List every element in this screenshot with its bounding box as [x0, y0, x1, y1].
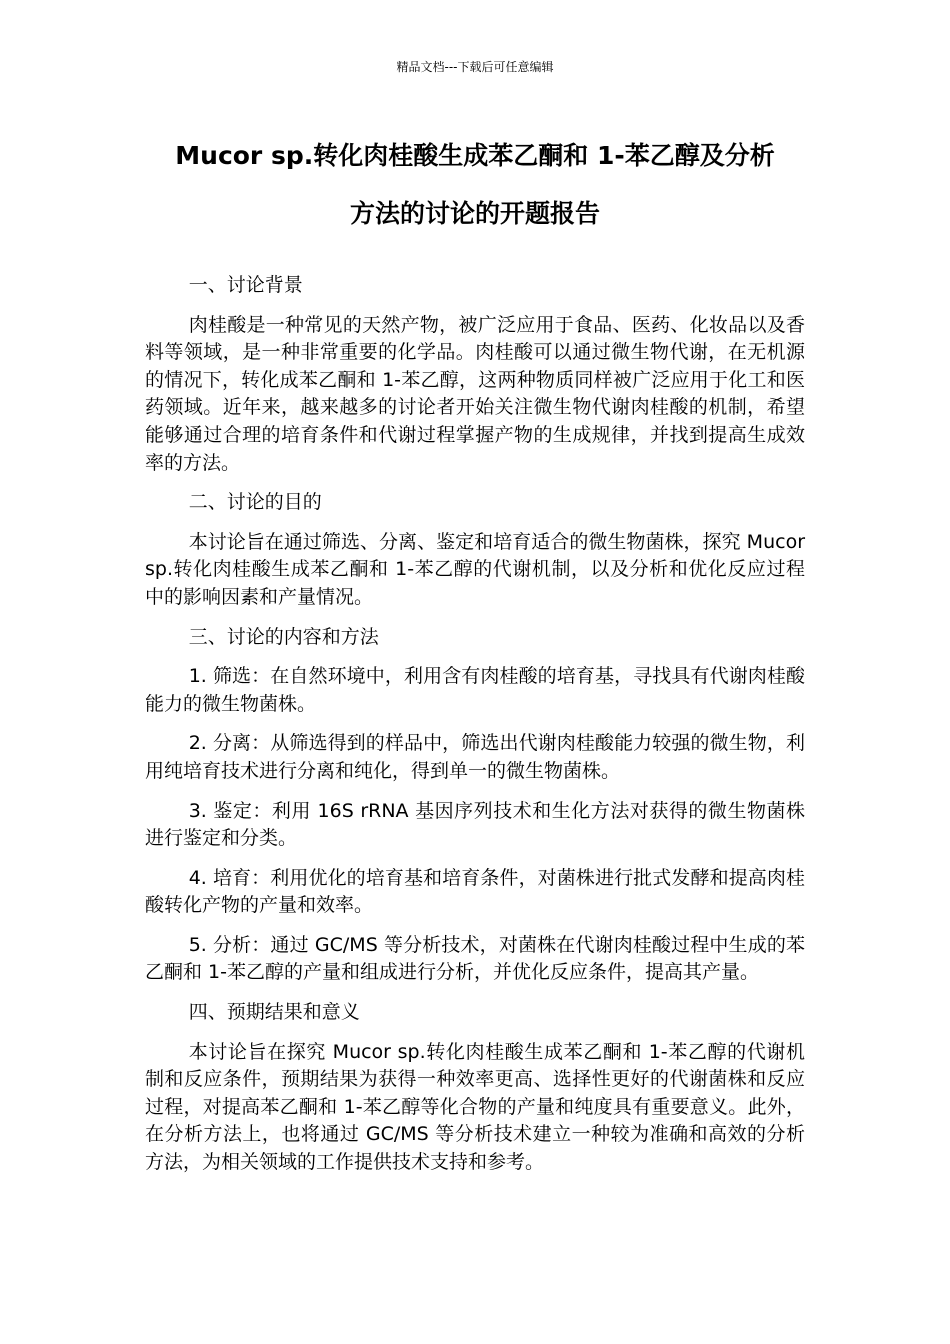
document-title-line-1: Mucor sp.转化肉桂酸生成苯乙酮和 1-苯乙醇及分析: [175, 141, 775, 170]
paragraph-background: 肉桂酸是一种常见的天然产物，被广泛应用于食品、医药、化妆品以及香料等领域，是一种非常重要的化学品。肉桂酸可以通过微生物代谢，在无机源的情况下，转化成苯乙酮和 1-苯乙醇，这两种物质同样被广泛应用于化工和医药领域。近年来，越来越多的讨论者开始关注微生物代谢肉桂酸的机制，希望能够通过合理的培育条件和代谢过程掌握产物的生成规律，并找到提高生成效率的方法。: [145, 313, 805, 474]
paragraph-purpose: 本讨论旨在通过筛选、分离、鉴定和培育适合的微生物菌株，探究 Mucor sp.转化肉桂酸生成苯乙酮和 1-苯乙醇的代谢机制，以及分析和优化反应过程中的影响因素和产量情况。: [145, 530, 805, 608]
list-item-separation: 2. 分离：从筛选得到的样品中，筛选出代谢肉桂酸能力较强的微生物，利用纯培育技术进行分离和纯化，得到单一的微生物菌株。: [145, 732, 805, 782]
list-item-identification: 3. 鉴定：利用 16S rRNA 基因序列技术和生化方法对获得的微生物菌株进行鉴定和分类。: [145, 799, 805, 850]
section-heading-expected-results: 四、预期结果和意义: [188, 1001, 360, 1024]
section-heading-background: 一、讨论背景: [188, 274, 303, 296]
list-item-cultivation: 4. 培育：利用优化的培育基和培育条件，对菌株进行批式发酵和提高肉桂酸转化产物的产量和效率。: [145, 866, 805, 917]
header-note: 精品文档---下载后可任意编辑: [396, 60, 554, 74]
document-title-line-2: 方法的讨论的开题报告: [349, 199, 600, 228]
section-heading-methods: 三、讨论的内容和方法: [188, 625, 379, 648]
document-body: [145, 272, 805, 1189]
list-item-screening: 1. 筛选：在自然环境中，利用含有肉桂酸的培育基，寻找具有代谢肉桂酸能力的微生物菌株。: [145, 665, 805, 715]
section-heading-purpose: 二、讨论的目的: [188, 491, 322, 514]
list-item-analysis: 5. 分析：通过 GC/MS 等分析技术，对菌株在代谢肉桂酸过程中生成的苯乙酮和 1-苯乙醇的产量和组成进行分析，并优化反应条件，提高其产量。: [145, 933, 805, 984]
paragraph-expected-results: 本讨论旨在探究 Mucor sp.转化肉桂酸生成苯乙酮和 1-苯乙醇的代谢机制和反应条件，预期结果为获得一种效率更高、选择性更好的代谢菌株和反应过程，对提高苯乙酮和 1-苯乙醇等化合物的产量和纯度具有重要意义。此外，在分析方法上，也将通过 GC/MS 等分析技术建立一种较为准确和高效的分析方法，为相关领域的工作提供技术支持和参考。: [145, 1040, 805, 1174]
